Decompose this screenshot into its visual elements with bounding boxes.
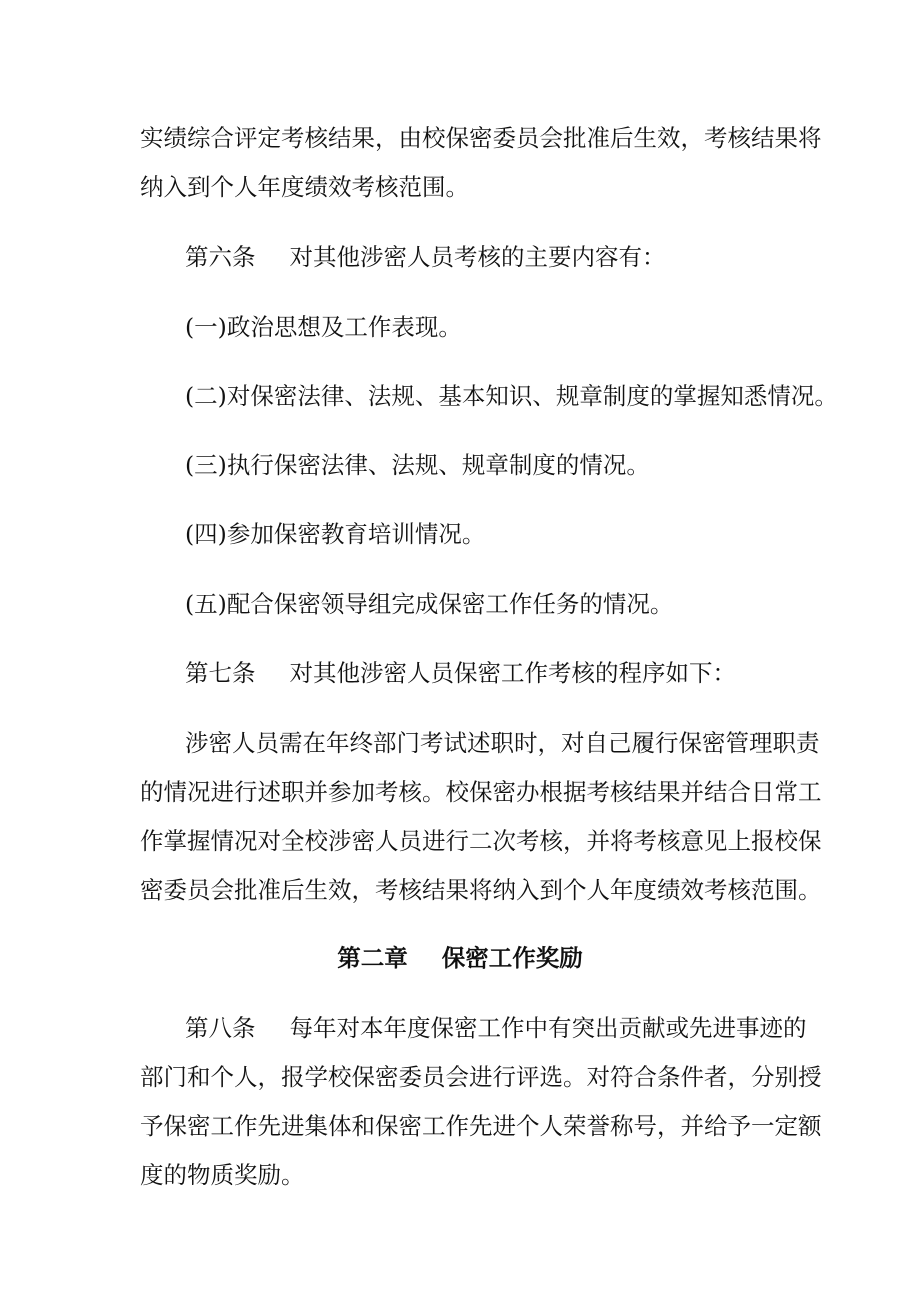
article-7-text: 对其他涉密人员保密工作考核的程序如下：	[289, 659, 736, 687]
article-8-line-2: 部门和个人，报学校保密委员会进行评选。对符合条件者，分别授	[140, 1063, 822, 1091]
article-8-line-3: 予保密工作先进集体和保密工作先进个人荣誉称号，并给予一定额	[140, 1112, 822, 1140]
article-6-text: 对其他涉密人员考核的主要内容有：	[289, 243, 666, 271]
article-6-item-5: (五)配合保密领导组完成保密工作任务的情况。	[185, 590, 674, 618]
article-6-item-1: (一)政治思想及工作表现。	[185, 313, 462, 341]
article-8-label: 第八条	[185, 1014, 256, 1042]
article-8-line-4: 度的物质奖励。	[140, 1161, 305, 1189]
chapter-2-number: 第二章	[337, 944, 408, 972]
article-7-para-line-4: 密委员会批准后生效，考核结果将纳入到个人年度绩效考核范围。	[140, 876, 822, 904]
article-6-item-4: (四)参加保密教育培训情况。	[185, 520, 486, 548]
article-7-para-line-1: 涉密人员需在年终部门考试述职时，对自己履行保密管理职责	[185, 729, 820, 757]
article-6-item-2: (二)对保密法律、法规、基本知识、规章制度的掌握知悉情况。	[185, 382, 838, 410]
article-8-line-1	[185, 1011, 807, 1045]
article-6-heading	[185, 240, 785, 274]
intro-line-1: 实绩综合评定考核结果，由校保密委员会批准后生效，考核结果将	[140, 124, 822, 152]
article-7-heading	[185, 656, 785, 690]
article-6-label: 第六条	[185, 243, 256, 271]
article-7-label: 第七条	[185, 659, 256, 687]
article-7-para-line-3: 作掌握情况对全校涉密人员进行二次考核，并将考核意见上报校保	[140, 827, 822, 855]
chapter-2-title: 保密工作奖励	[441, 944, 583, 972]
article-8-text: 每年对本年度保密工作中有突出贡献或先进事迹的	[289, 1014, 807, 1042]
article-7-para-line-2: 的情况进行述职并参加考核。校保密办根据考核结果并结合日常工	[140, 778, 822, 806]
chapter-2-heading	[0, 941, 920, 975]
article-6-item-3: (三)执行保密法律、法规、规章制度的情况。	[185, 451, 650, 479]
intro-line-2: 纳入到个人年度绩效考核范围。	[140, 173, 469, 201]
